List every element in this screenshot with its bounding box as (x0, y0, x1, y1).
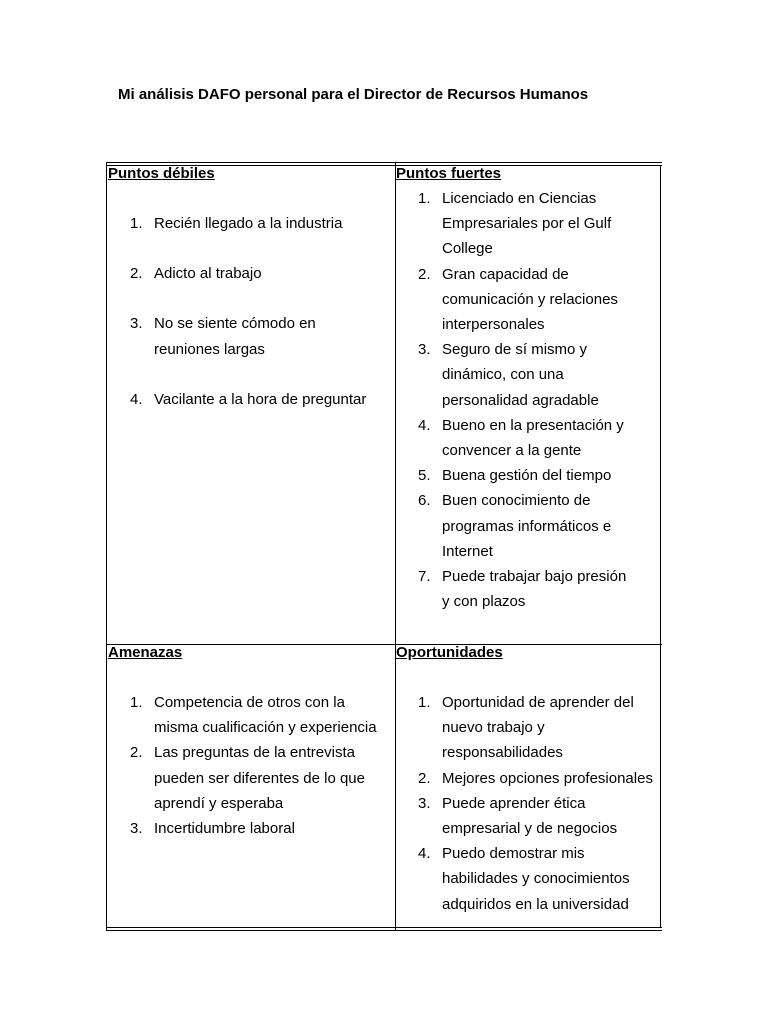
weaknesses-item-text: No se siente cómodo en reuniones largas (154, 315, 316, 358)
weaknesses-list-item (130, 311, 392, 361)
strengths-item-text: Puede trabajar bajo presión y con plazos (442, 568, 627, 611)
weaknesses-item-text: Recién llegado a la industria (154, 215, 343, 232)
opportunities-item-number: 4. (418, 845, 431, 863)
strengths-item-number: 1. (418, 190, 431, 207)
weaknesses-list-item (130, 387, 392, 412)
threats-item-text: Las preguntas de la entrevista pueden ser diferentes de lo que aprendí y esperaba (154, 744, 365, 812)
weaknesses-item-text: Vacilante a la hora de preguntar (154, 390, 367, 408)
threats-item-number: 3. (130, 820, 143, 838)
threats-heading: Amenazas (108, 644, 183, 661)
strengths-item-number: 2. (418, 265, 431, 283)
opportunities-item-number: 1. (418, 694, 431, 711)
threats-list-item (130, 816, 392, 841)
opportunities-item-text: Puede aprender ética empresarial y de negocios (442, 794, 618, 838)
weaknesses-heading: Puntos débiles (108, 165, 215, 182)
strengths-list-item (418, 463, 662, 488)
strengths-list-item (418, 564, 662, 614)
strengths-list-item (418, 413, 662, 463)
opportunities-item-number: 2. (418, 769, 431, 787)
table-bottom-rule (106, 930, 662, 931)
strengths-item-text: Licenciado en Ciencias Empresariales por el Gulf College (442, 190, 612, 258)
opportunities-list (418, 690, 664, 917)
weaknesses-list-item (130, 261, 392, 286)
strengths-item-text: Buena gestión del tiempo (442, 467, 612, 485)
threats-item-text: Incertidumbre laboral (154, 820, 295, 838)
table-middle-rule (106, 644, 662, 645)
strengths-item-text: Seguro de sí mismo y dinámico, con una personalidad agradable (442, 341, 599, 409)
opportunities-list-item (418, 791, 664, 841)
threats-item-number: 2. (130, 744, 143, 762)
strengths-item-text: Gran capacidad de comunicación y relaciones interpersonales (442, 265, 618, 334)
opportunities-list-item (418, 766, 664, 791)
opportunities-item-text: Oportunidad de aprender del nuevo trabajo y responsabilidades (442, 694, 634, 762)
table-center-divider (395, 162, 396, 931)
strengths-list-item (418, 262, 662, 338)
opportunities-list-item (418, 841, 664, 917)
strengths-item-text: Buen conocimiento de programas informáticos e Internet (442, 492, 612, 560)
weaknesses-item-number: 2. (130, 265, 143, 283)
threats-list (130, 690, 392, 841)
strengths-heading: Puntos fuertes (396, 165, 502, 182)
threats-list-item (130, 690, 392, 740)
opportunities-item-text: Puedo demostrar mis habilidades y conocimientos adquiridos en la universidad (442, 845, 630, 913)
opportunities-list-item (418, 690, 664, 766)
strengths-list-item (418, 337, 662, 413)
table-top-rule (106, 162, 662, 163)
threats-list-item (130, 740, 392, 816)
opportunities-item-number: 3. (418, 794, 431, 812)
strengths-item-number: 3. (418, 341, 431, 359)
weaknesses-list (130, 211, 392, 412)
strengths-item-number: 5. (418, 467, 431, 485)
weaknesses-item-number: 4. (130, 390, 143, 408)
strengths-list-item (418, 488, 662, 564)
swot-table (106, 162, 662, 931)
opportunities-item-text: Mejores opciones profesionales (442, 769, 653, 787)
weaknesses-item-number: 3. (130, 315, 143, 333)
strengths-item-number: 7. (418, 568, 431, 586)
table-left-border (106, 162, 107, 931)
threats-item-number: 1. (130, 694, 143, 711)
strengths-item-number: 6. (418, 492, 431, 510)
strengths-list-item (418, 186, 662, 262)
strengths-item-text: Bueno en la presentación y convencer a la gente (442, 416, 624, 460)
opportunities-heading: Oportunidades (396, 644, 503, 661)
table-bottom-rule-inner (106, 927, 662, 928)
strengths-list (418, 186, 662, 614)
page-title: Mi análisis DAFO personal para el Director de Recursos Humanos (118, 86, 589, 103)
threats-item-text: Competencia de otros con la misma cualificación y experiencia (154, 694, 377, 737)
weaknesses-item-text: Adicto al trabajo (154, 265, 262, 283)
strengths-item-number: 4. (418, 416, 431, 434)
weaknesses-list-item (130, 211, 392, 236)
weaknesses-item-number: 1. (130, 215, 143, 232)
